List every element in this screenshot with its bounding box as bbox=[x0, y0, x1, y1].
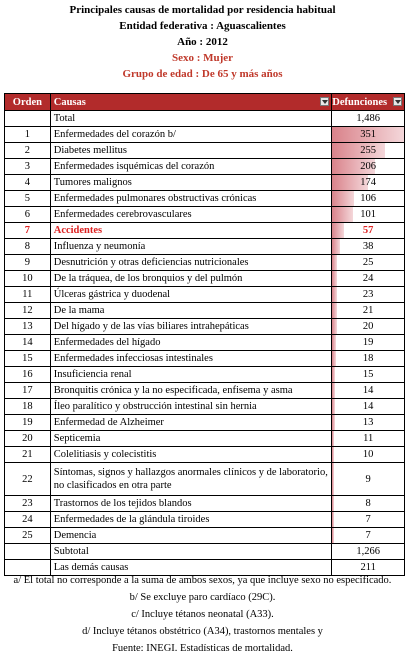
causes-header-label: Causas bbox=[53, 96, 86, 108]
order-cell: 4 bbox=[5, 175, 51, 191]
deaths-column-header[interactable] bbox=[332, 94, 405, 111]
cause-cell: Trastornos de los tejidos blandos bbox=[50, 496, 332, 512]
table-row bbox=[5, 528, 405, 544]
cause-cell: Desnutrición y otras deficiencias nutricionales bbox=[50, 255, 332, 271]
deaths-cell bbox=[332, 351, 405, 367]
deaths-value: 19 bbox=[362, 337, 374, 348]
deaths-cell bbox=[332, 159, 405, 175]
deaths-value: 21 bbox=[362, 305, 374, 316]
deaths-header-label: Defunciones bbox=[332, 96, 388, 108]
subtotal-row bbox=[5, 544, 405, 560]
data-bar bbox=[332, 496, 333, 511]
table-row bbox=[5, 319, 405, 335]
order-header-label: Orden bbox=[12, 96, 42, 108]
table-row bbox=[5, 447, 405, 463]
cause-cell: Septicemia bbox=[50, 431, 332, 447]
cause-cell: Enfermedades infecciosas intestinales bbox=[50, 351, 332, 367]
data-bar bbox=[332, 431, 334, 446]
table-row bbox=[5, 399, 405, 415]
cause-cell: Influenza y neumonía bbox=[50, 239, 332, 255]
table-row bbox=[5, 303, 405, 319]
cause-cell: Colelitiasis y colecistitis bbox=[50, 447, 332, 463]
data-bar bbox=[332, 255, 337, 270]
deaths-value: 18 bbox=[362, 353, 374, 364]
order-cell: 10 bbox=[5, 271, 51, 287]
order-cell: 9 bbox=[5, 255, 51, 271]
table-row bbox=[5, 223, 405, 239]
deaths-value: 174 bbox=[360, 177, 377, 188]
deaths-cell bbox=[332, 367, 405, 383]
deaths-cell bbox=[332, 335, 405, 351]
deaths-cell bbox=[332, 127, 405, 143]
table-row bbox=[5, 367, 405, 383]
data-bar bbox=[332, 415, 335, 430]
data-bar bbox=[332, 463, 334, 495]
cause-cell: Enfermedad de Alzheimer bbox=[50, 415, 332, 431]
data-bar bbox=[332, 399, 335, 414]
deaths-value: 25 bbox=[362, 257, 374, 268]
order-column-header[interactable] bbox=[5, 94, 51, 111]
others-value: 211 bbox=[332, 560, 405, 576]
total-row bbox=[5, 111, 405, 127]
cause-cell: Insuficiencia renal bbox=[50, 367, 332, 383]
table-row bbox=[5, 335, 405, 351]
deaths-cell bbox=[332, 447, 405, 463]
cause-cell: De la tráquea, de los bronquios y del pulmón bbox=[50, 271, 332, 287]
deaths-value: 23 bbox=[362, 289, 374, 300]
footnote-a: a/ El total no corresponde a la suma de ambos sexos, ya que incluye sexo no especificado. bbox=[13, 575, 392, 586]
deaths-value: 38 bbox=[362, 241, 374, 252]
table-row bbox=[5, 191, 405, 207]
table-row bbox=[5, 143, 405, 159]
deaths-value: 7 bbox=[365, 514, 371, 525]
mortality-table bbox=[4, 93, 405, 576]
causes-column-header[interactable] bbox=[50, 94, 332, 111]
table-row bbox=[5, 351, 405, 367]
order-cell: 5 bbox=[5, 191, 51, 207]
table-row bbox=[5, 512, 405, 528]
order-cell: 21 bbox=[5, 447, 51, 463]
deaths-value: 15 bbox=[362, 369, 374, 380]
deaths-cell bbox=[332, 223, 405, 239]
deaths-cell bbox=[332, 319, 405, 335]
order-cell: 23 bbox=[5, 496, 51, 512]
source-note: Fuente: INEGI. Estadísticas de mortalidad. bbox=[112, 643, 293, 654]
deaths-cell bbox=[332, 287, 405, 303]
data-bar bbox=[332, 528, 333, 543]
deaths-value: 57 bbox=[362, 225, 374, 236]
table-row bbox=[5, 159, 405, 175]
filter-dropdown-icon[interactable] bbox=[393, 97, 402, 106]
data-bar bbox=[332, 512, 333, 527]
table-row bbox=[5, 431, 405, 447]
order-cell: 7 bbox=[5, 223, 51, 239]
data-bar bbox=[332, 223, 343, 238]
deaths-value: 14 bbox=[362, 385, 374, 396]
deaths-cell bbox=[332, 399, 405, 415]
footnote-d: d/ Incluye tétanos obstétrico (A34), trastornos mentales y bbox=[82, 626, 323, 637]
deaths-value: 13 bbox=[362, 417, 374, 428]
sex-label: Sexo : Mujer bbox=[171, 52, 234, 64]
deaths-value: 20 bbox=[362, 321, 374, 332]
cause-cell: Enfermedades del corazón b/ bbox=[50, 127, 332, 143]
order-cell: 25 bbox=[5, 528, 51, 544]
order-cell: 16 bbox=[5, 367, 51, 383]
data-bar bbox=[332, 143, 384, 158]
cause-cell: Diabetes mellitus bbox=[50, 143, 332, 159]
deaths-value: 11 bbox=[363, 433, 374, 444]
order-cell: 22 bbox=[5, 463, 51, 496]
table-row bbox=[5, 463, 405, 496]
deaths-value: 106 bbox=[360, 193, 377, 204]
order-cell: 15 bbox=[5, 351, 51, 367]
cause-cell: Síntomas, signos y hallazgos anormales clínicos y de laboratorio, no clasificados en otra parte bbox=[50, 463, 332, 496]
cause-cell: Enfermedades de la glándula tiroides bbox=[50, 512, 332, 528]
report-title: Principales causas de mortalidad por residencia habitual bbox=[69, 4, 336, 16]
year-label: Año : 2012 bbox=[177, 36, 228, 48]
data-bar bbox=[332, 303, 336, 318]
order-cell: 18 bbox=[5, 399, 51, 415]
deaths-value: 101 bbox=[360, 209, 377, 220]
order-cell: 8 bbox=[5, 239, 51, 255]
cause-cell: Enfermedades cerebrovasculares bbox=[50, 207, 332, 223]
footnote-b: b/ Se excluye paro cardíaco (29C). bbox=[129, 592, 276, 603]
deaths-cell bbox=[332, 191, 405, 207]
order-cell: 19 bbox=[5, 415, 51, 431]
footnote-c: c/ Incluye tétanos neonatal (A33). bbox=[131, 609, 274, 620]
cause-cell: Úlceras gástrica y duodenal bbox=[50, 287, 332, 303]
data-bar bbox=[332, 271, 337, 286]
deaths-cell bbox=[332, 239, 405, 255]
cause-cell: Íleo paralítico y obstrucción intestinal sin hernia bbox=[50, 399, 332, 415]
cause-cell: Tumores malignos bbox=[50, 175, 332, 191]
table-header-row bbox=[5, 94, 405, 111]
order-cell: 2 bbox=[5, 143, 51, 159]
total-label: Total bbox=[50, 111, 332, 127]
subtotal-label: Subtotal bbox=[50, 544, 332, 560]
others-label: Las demás causas bbox=[50, 560, 332, 576]
deaths-cell bbox=[332, 271, 405, 287]
table-row bbox=[5, 207, 405, 223]
order-cell: 13 bbox=[5, 319, 51, 335]
deaths-value: 206 bbox=[360, 161, 377, 172]
deaths-value: 9 bbox=[365, 473, 371, 485]
age-group-label: Grupo de edad : De 65 y más años bbox=[122, 68, 283, 80]
order-cell: 20 bbox=[5, 431, 51, 447]
deaths-value: 24 bbox=[362, 273, 374, 284]
deaths-cell bbox=[332, 415, 405, 431]
deaths-value: 7 bbox=[365, 530, 371, 541]
table-row bbox=[5, 415, 405, 431]
data-bar bbox=[332, 335, 336, 350]
deaths-cell bbox=[332, 175, 405, 191]
subtotal-value: 1,266 bbox=[332, 544, 405, 560]
deaths-cell bbox=[332, 463, 405, 496]
order-cell: 11 bbox=[5, 287, 51, 303]
cause-cell: Demencia bbox=[50, 528, 332, 544]
data-bar bbox=[332, 367, 335, 382]
deaths-cell bbox=[332, 143, 405, 159]
cause-cell: Bronquitis crónica y la no especificada, enfisema y asma bbox=[50, 383, 332, 399]
entity-label: Entidad federativa : Aguascalientes bbox=[119, 20, 286, 32]
order-cell: 24 bbox=[5, 512, 51, 528]
data-bar bbox=[332, 447, 334, 462]
deaths-value: 255 bbox=[360, 145, 377, 156]
order-cell: 1 bbox=[5, 127, 51, 143]
table-row bbox=[5, 383, 405, 399]
data-bar bbox=[332, 319, 336, 334]
data-bar bbox=[332, 383, 335, 398]
deaths-cell bbox=[332, 255, 405, 271]
table-row bbox=[5, 271, 405, 287]
table-row bbox=[5, 239, 405, 255]
deaths-cell bbox=[332, 303, 405, 319]
order-cell: 12 bbox=[5, 303, 51, 319]
order-cell: 14 bbox=[5, 335, 51, 351]
total-value: 1,486 bbox=[332, 111, 405, 127]
cause-cell: Del hígado y de las vías biliares intrahepáticas bbox=[50, 319, 332, 335]
order-cell: 17 bbox=[5, 383, 51, 399]
order-cell: 3 bbox=[5, 159, 51, 175]
deaths-cell bbox=[332, 207, 405, 223]
cause-cell: Enfermedades del hígado bbox=[50, 335, 332, 351]
table-row bbox=[5, 255, 405, 271]
data-bar bbox=[332, 191, 354, 206]
cause-cell: Enfermedades isquémicas del corazón bbox=[50, 159, 332, 175]
data-bar bbox=[332, 287, 337, 302]
deaths-cell bbox=[332, 431, 405, 447]
deaths-value: 14 bbox=[362, 401, 374, 412]
deaths-cell bbox=[332, 496, 405, 512]
deaths-value: 10 bbox=[362, 449, 374, 460]
data-bar bbox=[332, 207, 353, 222]
order-cell: 6 bbox=[5, 207, 51, 223]
table-row bbox=[5, 127, 405, 143]
data-bar bbox=[332, 351, 336, 366]
cause-cell: De la mama bbox=[50, 303, 332, 319]
cause-cell: Accidentes bbox=[50, 223, 332, 239]
deaths-value: 351 bbox=[360, 129, 377, 140]
cause-cell: Enfermedades pulmonares obstructivas crónicas bbox=[50, 191, 332, 207]
deaths-cell bbox=[332, 512, 405, 528]
filter-dropdown-icon[interactable] bbox=[320, 97, 329, 106]
table-row bbox=[5, 287, 405, 303]
deaths-cell bbox=[332, 528, 405, 544]
table-row bbox=[5, 496, 405, 512]
deaths-cell bbox=[332, 383, 405, 399]
deaths-value: 8 bbox=[365, 498, 371, 509]
table-row bbox=[5, 175, 405, 191]
data-bar bbox=[332, 239, 340, 254]
